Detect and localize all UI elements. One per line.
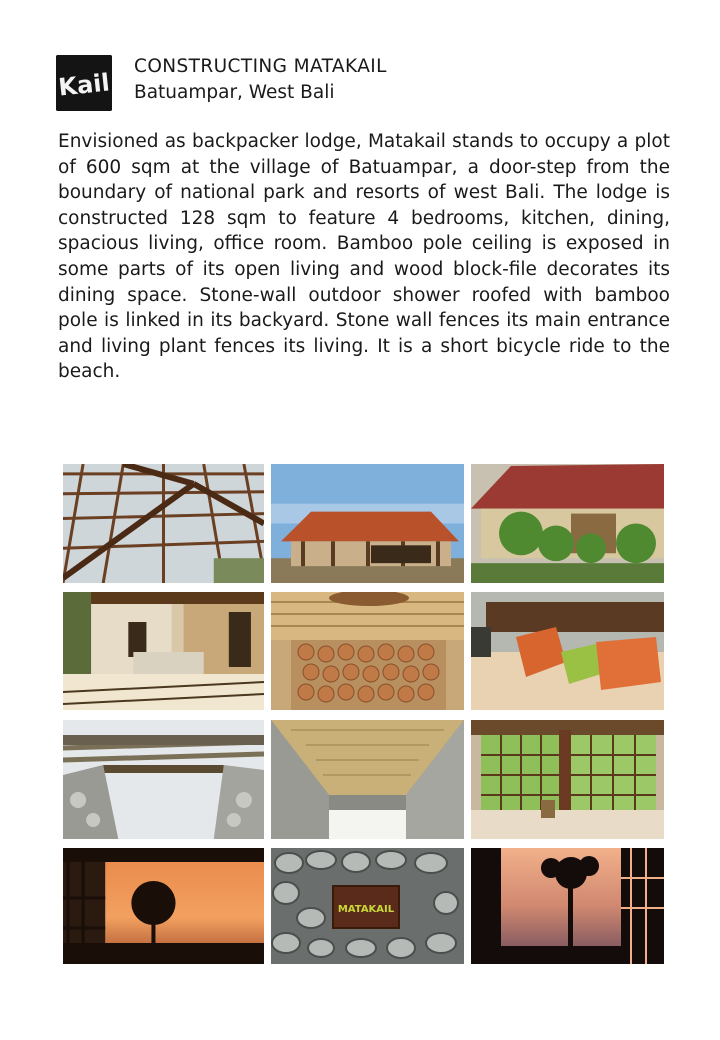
photo-dining-room [63, 592, 264, 710]
document-header [134, 54, 387, 105]
photo-bamboo-ceiling-corridor [271, 720, 464, 839]
document-title: CONSTRUCTING MATAKAIL [134, 56, 387, 77]
logo-text: Kail [57, 68, 111, 102]
photo-bamboo-roof-frame [63, 464, 264, 583]
photo-wood-block-floor [271, 592, 464, 710]
photo-bedroom-pillows [471, 592, 664, 710]
photo-lodge-garden-exterior [471, 464, 664, 583]
description-paragraph: Envisioned as backpacker lodge, Matakail stands to occupy a plot of 600 sqm at the village of Batuampar, a door-step from the boundary of national park and resorts of west Bali. The lodge is constructed 128 sqm to feature 4 bedrooms, kitchen, dining, spacious living, office room. Bamboo pole ceiling is exposed in some parts of its open living and wood block-file decorates its dining space. Stone-wall outdoor shower roofed with bamboo pole is linked in its backyard. Stone wall fences its main entrance and living plant fences its living. It is a short bicycle ride to the beach. [58, 131, 670, 383]
document-subtitle: Batuampar, West Bali [134, 82, 335, 103]
kail-logo-icon [56, 55, 112, 111]
photo-sunset-window-frame [63, 848, 264, 964]
photo-living-plant-wall [471, 720, 664, 839]
photo-stone-shower-bamboo-roof [63, 720, 264, 839]
photo-sunset-tree-silhouette [471, 848, 664, 964]
matakail-sign-text: MATAKAIL [337, 904, 395, 915]
photo-lodge-construction [271, 464, 464, 583]
photo-stone-wall-sign [271, 848, 464, 964]
kail-logo [56, 55, 112, 111]
